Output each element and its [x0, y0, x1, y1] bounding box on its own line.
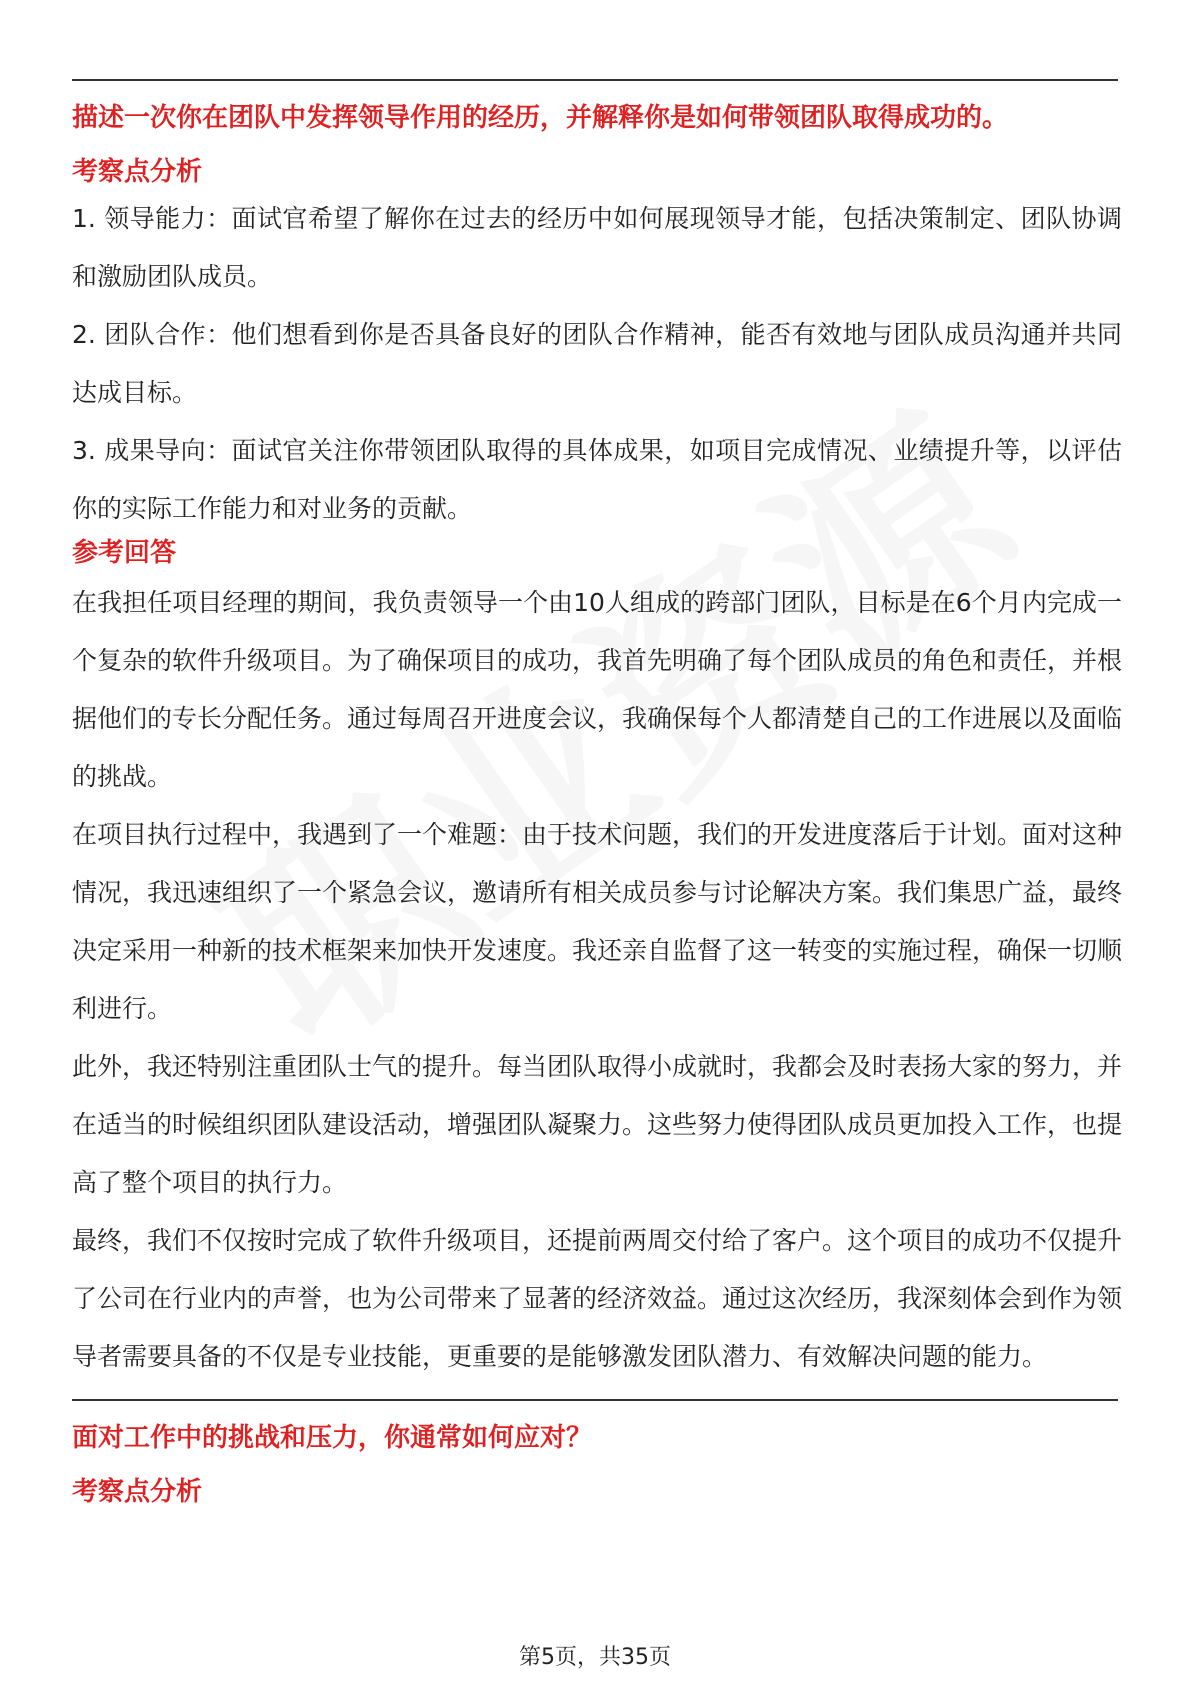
answer-heading: 参考回答	[72, 538, 177, 568]
question-1-title: 描述一次你在团队中发挥领导作用的经历，并解释你是如何带领团队取得成功的。	[72, 103, 1009, 133]
answer-paragraph: 在我担任项目经理的期间，我负责领导一个由10人组成的跨部门团队，目标是在6个月内完成一个复杂的软件升级项目。为了确保项目的成功，我首先明确了每个团队成员的角色和责任，并根据他们的专长分配任务。通过每周召开进度会议，我确保每个人都清楚自己的工作进展以及面临的挑战。	[72, 588, 1123, 791]
answer-paragraph: 在项目执行过程中，我遇到了一个难题：由于技术问题，我们的开发进度落后于计划。面对这种情况，我迅速组织了一个紧急会议，邀请所有相关成员参与讨论解决方案。我们集思广益，最终决定采用一种新的技术框架来加快开发速度。我还亲自监督了这一转变的实施过程，确保一切顺利进行。	[72, 820, 1123, 1023]
answer-body	[72, 574, 1122, 1386]
question-2-title: 面对工作中的挑战和压力，你通常如何应对？	[72, 1423, 593, 1453]
answer-paragraph: 此外，我还特别注重团队士气的提升。每当团队取得小成就时，我都会及时表扬大家的努力，并在适当的时候组织团队建设活动，增强团队凝聚力。这些努力使得团队成员更加投入工作，也提高了整个项目的执行力。	[72, 1052, 1123, 1197]
analysis-heading: 考察点分析	[72, 157, 203, 187]
page-footer: 第5页，共35页	[519, 1645, 671, 1670]
divider-top	[72, 79, 1118, 81]
analysis-point: 3. 成果导向：面试官关注你带领团队取得的具体成果，如项目完成情况、业绩提升等，以评估你的实际工作能力和对业务的贡献。	[72, 436, 1122, 523]
analysis-point: 2. 团队合作：他们想看到你是否具备良好的团队合作精神，能否有效地与团队成员沟通并共同达成目标。	[72, 320, 1122, 407]
analysis-heading-2: 考察点分析	[72, 1477, 203, 1507]
answer-paragraph: 最终，我们不仅按时完成了软件升级项目，还提前两周交付给了客户。这个项目的成功不仅提升了公司在行业内的声誉，也为公司带来了显著的经济效益。通过这次经历，我深刻体会到作为领导者需要具备的不仅是专业技能，更重要的是能够激发团队潜力、有效解决问题的能力。	[72, 1226, 1123, 1371]
analysis-points	[72, 190, 1122, 538]
divider-middle	[72, 1399, 1118, 1401]
analysis-point: 1. 领导能力：面试官希望了解你在过去的经历中如何展现领导才能，包括决策制定、团队协调和激励团队成员。	[72, 204, 1122, 291]
